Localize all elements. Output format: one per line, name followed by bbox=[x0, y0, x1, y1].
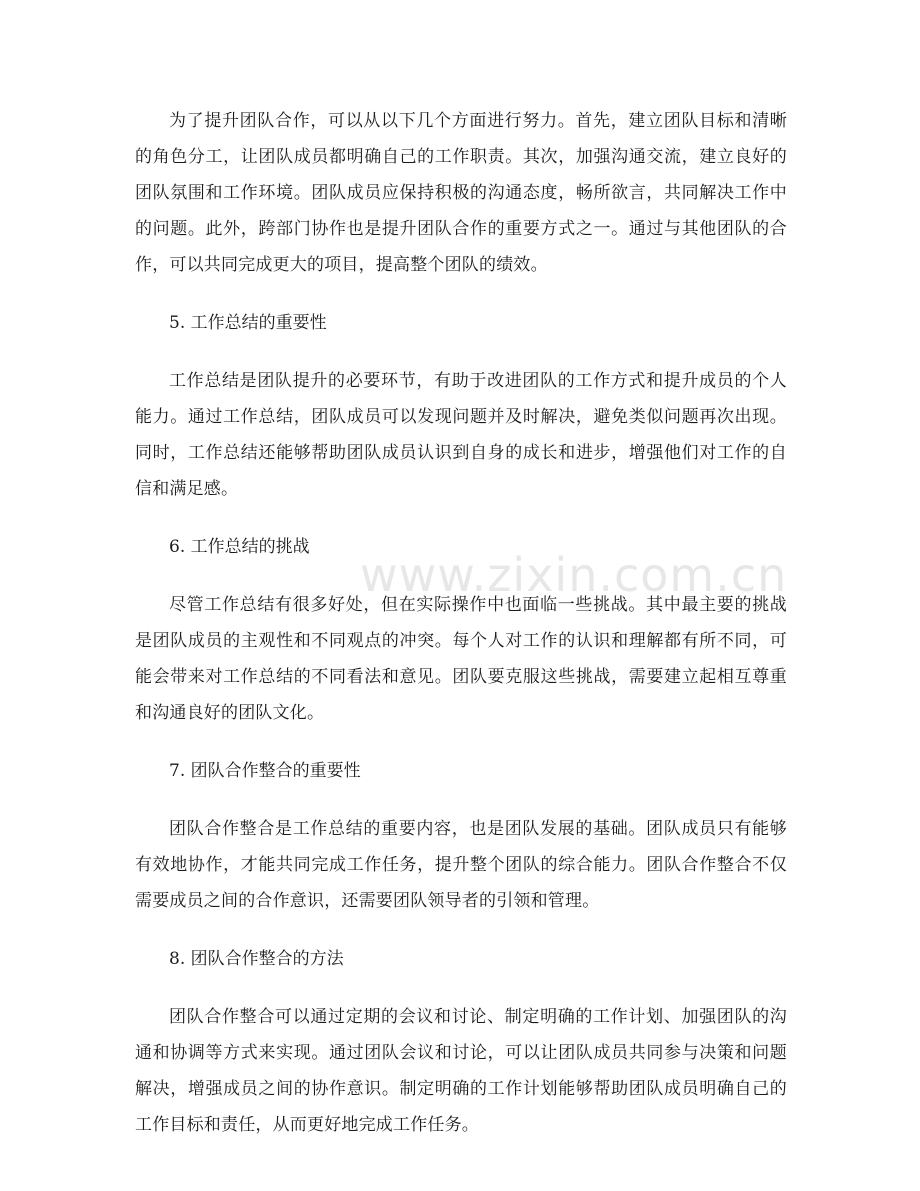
section-heading-7: 7. 团队合作整合的重要性 bbox=[169, 761, 361, 781]
document-body bbox=[135, 103, 787, 1143]
section-heading-8: 8. 团队合作整合的方法 bbox=[169, 949, 344, 969]
section-paragraph-8: 团队合作整合可以通过定期的会议和讨论、制定明确的工作计划、加强团队的沟通和协调等方式来实现。通过团队会议和讨论，可以让团队成员共同参与决策和问题解决，增强成员之间的协作意识。制定明确的工作计划能够帮助团队成员明确自己的工作目标和责任，从而更好地完成工作任务。 bbox=[135, 1007, 787, 1135]
section-paragraph-7: 团队合作整合是工作总结的重要内容，也是团队发展的基础。团队成员只有能够有效地协作，才能共同完成工作任务，提升整个团队的综合能力。团队合作整合不仅需要成员之间的合作意识，还需要团队领导者的引领和管理。 bbox=[135, 819, 787, 911]
section-paragraph-6: 尽管工作总结有很多好处，但在实际操作中也面临一些挑战。其中最主要的挑战是团队成员的主观性和不同观点的冲突。每个人对工作的认识和理解都有所不同，可能会带来对工作总结的不同看法和意见。团队要克服这些挑战，需要建立起相互尊重和沟通良好的团队文化。 bbox=[135, 595, 787, 723]
intro-paragraph: 为了提升团队合作，可以从以下几个方面进行努力。首先，建立团队目标和清晰的角色分工，让团队成员都明确自己的工作职责。其次，加强沟通交流，建立良好的团队氛围和工作环境。团队成员应保持积极的沟通态度，畅所欲言，共同解决工作中的问题。此外，跨部门协作也是提升团队合作的重要方式之一。通过与其他团队的合作，可以共同完成更大的项目，提高整个团队的绩效。 bbox=[135, 111, 787, 275]
section-heading-6: 6. 工作总结的挑战 bbox=[169, 537, 310, 557]
section-heading-5: 5. 工作总结的重要性 bbox=[169, 313, 327, 333]
watermark: www.zixin.com.cn bbox=[360, 548, 788, 602]
section-paragraph-5: 工作总结是团队提升的必要环节，有助于改进团队的工作方式和提升成员的个人能力。通过工作总结，团队成员可以发现问题并及时解决，避免类似问题再次出现。同时，工作总结还能够帮助团队成员认识到自身的成长和进步，增强他们对工作的自信和满足感。 bbox=[135, 371, 787, 499]
